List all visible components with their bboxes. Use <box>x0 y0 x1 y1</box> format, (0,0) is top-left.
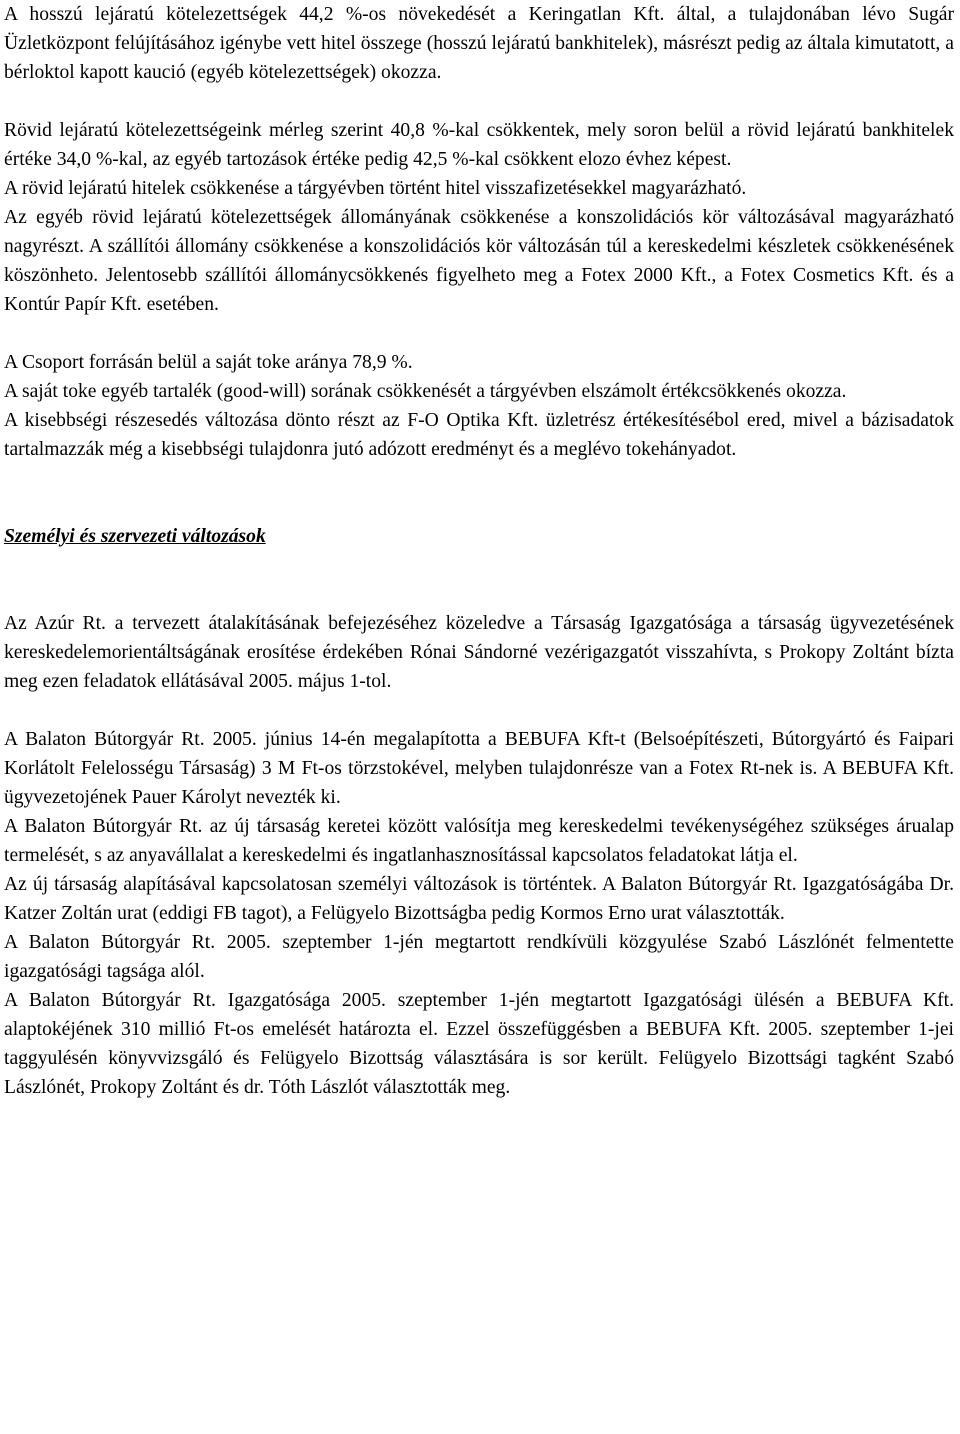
paragraph-equity-ratio: A Csoport forrásán belül a saját toke aránya 78,9 %. <box>4 352 413 373</box>
section-heading: Személyi és szervezeti változások <box>4 526 266 547</box>
paragraph-long-term-liabilities: A hosszú lejáratú kötelezettségek 44,2 %-os növekedését a Keringatlan Kft. által, a tulajdonában lévo Sugár Üzletközpont felújításához igénybe vett hitel összege (hosszú lejáratú bankhitelek), másrészt pedig az általa kimutatott, a bérloktol kapott kaució (egyéb kötelezettségek) okozza. <box>4 4 954 83</box>
paragraph-other-liabilities: Az egyéb rövid lejáratú kötelezettségek állományának csökkenése a konszolidációs kör változásával magyarázható nagyrészt. A szállítói állomány csökkenése a konszolidációs kör változásán túl a kereskedelmi készletek csökkenésének köszönheto. Jelentosebb szállítói állománycsökkenés figyelheto meg a Fotex 2000 Kft., a Fotex Cosmetics Kft. és a Kontúr Papír Kft. esetében. <box>4 207 954 315</box>
paragraph-gap <box>4 87 954 116</box>
paragraph-goodwill: A saját toke egyéb tartalék (good-will) sorának csökkenését a tárgyévben elszámolt értékcsökkenés okozza. <box>4 381 847 402</box>
paragraph-capital-increase: A Balaton Bútorgyár Rt. Igazgatósága 2005. szeptember 1-jén megtartott Igazgatósági ülésén a BEBUFA Kft. alaptokéjének 310 millió Ft-os emelését határozta el. Ezzel összefüggésben a BEBUFA Kft. 2005. szeptember 1-jei taggyulésén könyvvizsgáló és Felügyelo Bizottság választására is sor került. Felügyelo Bizottsági tagként Szabó Lászlónét, Prokopy Zoltánt és dr. Tóth Lászlót választották meg. <box>4 990 954 1098</box>
document-page <box>4 0 954 1102</box>
paragraph-general-meeting: A Balaton Bútorgyár Rt. 2005. szeptember 1-jén megtartott rendkívüli közgyulése Szabó Lászlónét felmentette igazgatósági tagsága alól. <box>4 932 954 982</box>
section-gap <box>4 464 954 522</box>
paragraph-gap <box>4 319 954 348</box>
paragraph-balaton-role: A Balaton Bútorgyár Rt. az új társaság keretei között valósítja meg kereskedelmi tevékenységéhez szükséges árualap termelését, s az anyavállalat a kereskedelmi és ingatlanhasznosítással kapcsolatos feladatokat látja el. <box>4 816 954 866</box>
paragraph-azur: Az Azúr Rt. a tervezett átalakításának befejezéséhez közeledve a Társaság Igazgatósága a társaság ügyvezetésének kereskedelemorientáltságának erosítése érdekében Rónai Sándorné vezérigazgatót visszahívta, s Prokopy Zoltánt bízta meg ezen feladatok ellátásával 2005. május 1-tol. <box>4 613 954 692</box>
paragraph-minority-interest: A kisebbségi részesedés változása dönto részt az F-O Optika Kft. üzletrész értékesítésébol ered, mivel a bázisadatok tartalmazzák még a kisebbségi tulajdonra jutó adózott eredményt és a meglévo tokehányadot. <box>4 410 954 460</box>
paragraph-bebufa-founding: A Balaton Bútorgyár Rt. 2005. június 14-én megalapította a BEBUFA Kft-t (Belsoépítészeti, Bútorgyártó és Faipari Korlátolt Felelosségu Társaság) 3 M Ft-os törzstokével, melyben tulajdonrésze van a Fotex Rt-nek is. A BEBUFA Kft. ügyvezetojének Pauer Károlyt nevezték ki. <box>4 729 954 808</box>
paragraph-short-term-loans: A rövid lejáratú hitelek csökkenése a tárgyévben történt hitel visszafizetésekkel magyarázható. <box>4 178 747 199</box>
section-gap <box>4 551 954 609</box>
paragraph-personnel-changes: Az új társaság alapításával kapcsolatosan személyi változások is történtek. A Balaton Bútorgyár Rt. Igazgatóságába Dr. Katzer Zoltán urat (eddigi FB tagot), a Felügyelo Bizottságba pedig Kormos Erno urat választották. <box>4 874 954 924</box>
paragraph-short-term-liabilities: Rövid lejáratú kötelezettségeink mérleg szerint 40,8 %-kal csökkentek, mely soron belül a rövid lejáratú bankhitelek értéke 34,0 %-kal, az egyéb tartozások értéke pedig 42,5 %-kal csökkent elozo évhez képest. <box>4 120 954 170</box>
paragraph-gap <box>4 696 954 725</box>
